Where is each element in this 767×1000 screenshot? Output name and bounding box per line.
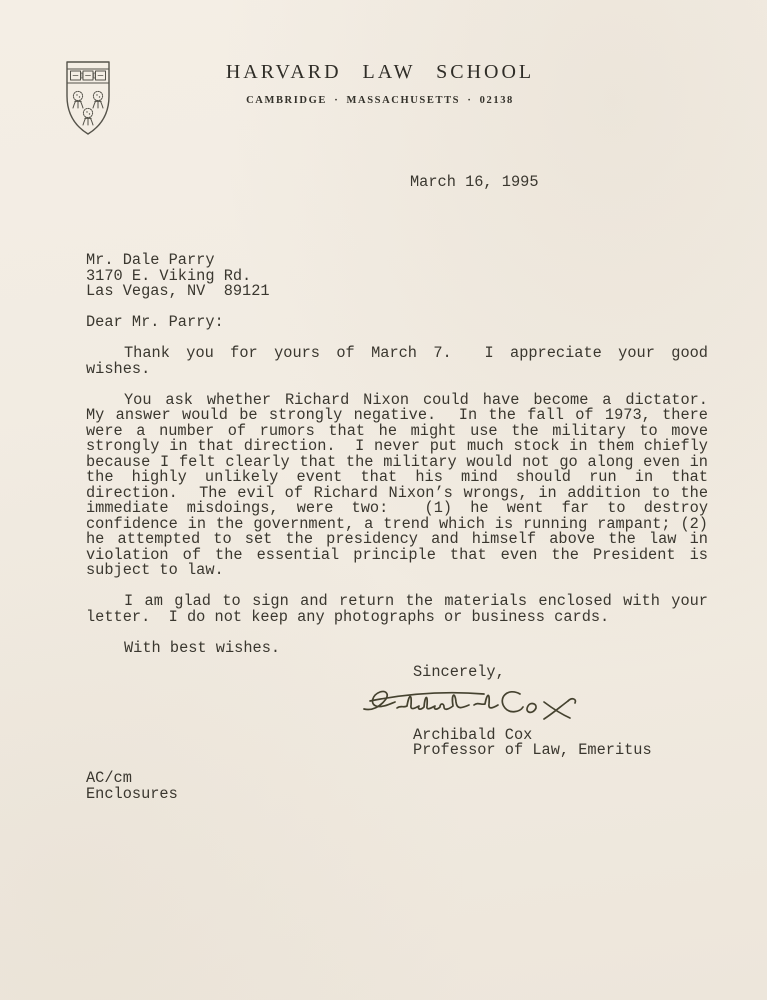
letter-body-column <box>86 253 708 672</box>
body-line: I am glad to sign and return the materials enclosed with your <box>124 592 708 610</box>
handwritten-signature <box>362 683 627 725</box>
paragraph-nixon <box>86 390 708 579</box>
body-line: My answer would be strongly negative. In the fall of 1973, there <box>86 406 708 424</box>
letterhead-school-name: HARVARD LAW SCHOOL <box>225 61 535 83</box>
salutation: Dear Mr. Parry: <box>86 313 224 331</box>
recipient-city-state-zip: Las Vegas, NV 89121 <box>86 282 270 300</box>
body-line: You ask whether Richard Nixon could have become a dictator. <box>124 390 708 409</box>
body-line: strongly in that direction. I never put much stock in them chiefly <box>86 437 708 455</box>
recipient-address-block <box>86 253 708 300</box>
body-line: he attempted to set the presidency and himself above the law in <box>86 530 708 548</box>
body-line: violation of the essential principle that even the President is <box>86 545 708 564</box>
signed-name: Archibald Cox <box>413 726 533 744</box>
paragraph-materials <box>86 594 708 625</box>
recipient-street: 3170 E. Viking Rd. <box>86 266 252 285</box>
paragraph-thanks <box>86 346 708 377</box>
enclosure-note: Enclosures <box>86 784 178 803</box>
date-line: March 16, 1995 <box>410 173 539 191</box>
body-line: With best wishes. <box>124 638 281 657</box>
paragraph-best-wishes <box>86 638 708 657</box>
body-line: letter. I do not keep any photographs or business cards. <box>86 607 610 626</box>
reference-block <box>86 771 178 802</box>
body-line: Thank you for yours of March 7. I appreciate your good <box>124 344 708 362</box>
typist-initials: AC/cm <box>86 769 132 787</box>
recipient-name: Mr. Dale Parry <box>86 251 215 269</box>
body-line: the highly unlikely event that his mind should run in that <box>86 468 708 486</box>
body-line: direction. The evil of Richard Nixon’s wrongs, in addition to the <box>86 483 708 502</box>
body-line: confidence in the government, a trend which is running rampant; (2) <box>86 514 708 533</box>
body-line: wishes. <box>86 359 151 378</box>
body-line: subject to law. <box>86 561 224 579</box>
body-line: because I felt clearly that the military would not go along even in <box>86 452 708 471</box>
letterhead-address-line: CAMBRIDGE · MASSACHUSETTS · 02138 <box>246 95 514 106</box>
closing-sincerely: Sincerely, <box>413 663 505 681</box>
body-line: immediate misdoings, were two: (1) he went far to destroy <box>86 499 708 517</box>
body-line: were a number of rumors that he might use the military to move <box>86 421 708 440</box>
signed-title: Professor of Law, Emeritus <box>413 741 652 759</box>
